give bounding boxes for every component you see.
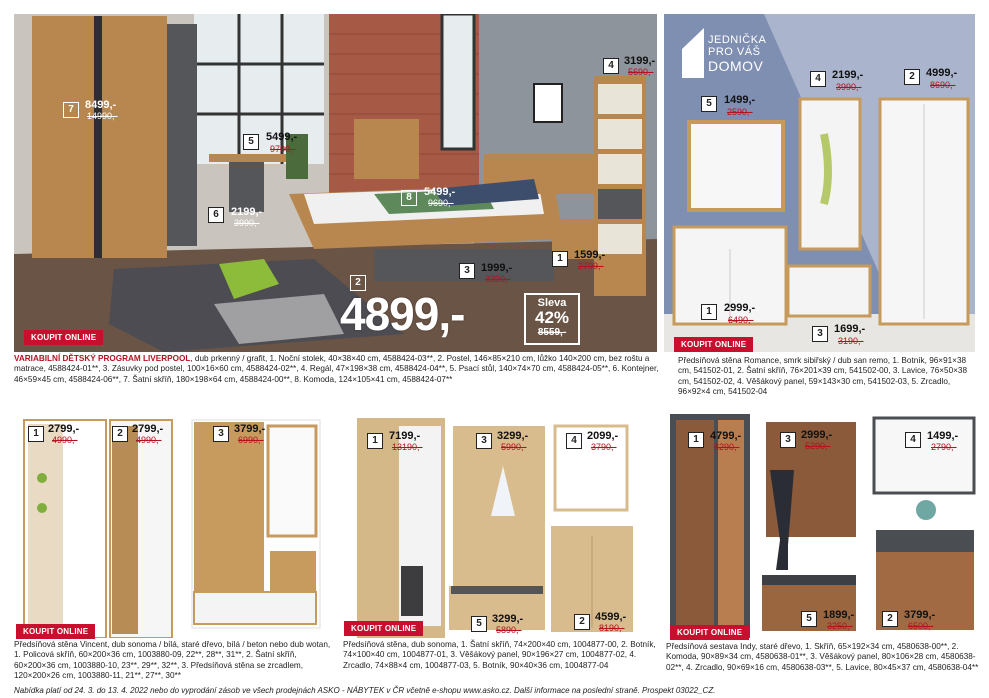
sleva-percent: 42% bbox=[534, 308, 570, 327]
romance-item-4-number: 4 bbox=[810, 71, 826, 87]
vincent-item-3-old-price: 6990,- bbox=[238, 435, 264, 445]
romance-item-1-number: 1 bbox=[701, 304, 717, 320]
indy-buy-online-button[interactable]: KOUPIT ONLINE bbox=[670, 625, 749, 640]
vincent-item-2-price: 2799,- bbox=[132, 423, 164, 435]
stena-caption: Předsíňová stěna, dub sonoma, 1. Šatní skříň, 74×200×40 cm, 1004877-00, 2. Botník, 74×100×40 cm, 1004877-01, 3. Věšákový panel, 90×196×27 cm, 1004877-02, 4. Zrcadlo, 74×88×4 cm, 1004877-03, 5. Botník, 90×40×36 cm, 1004877-04 bbox=[343, 640, 656, 670]
vincent-item-3-number: 3 bbox=[213, 426, 229, 442]
indy-item-5-number: 5 bbox=[801, 611, 817, 627]
stena-item-4-price: 2099,- bbox=[587, 430, 619, 442]
stena-item-4-old-price: 3790,- bbox=[591, 442, 617, 452]
stena-item-5-number: 5 bbox=[471, 616, 487, 632]
romance-item-2-price: 4999,- bbox=[926, 67, 958, 79]
vincent-scene bbox=[14, 416, 329, 638]
stena-item-1-number: 1 bbox=[367, 433, 383, 449]
indy-item-1-price: 4799,- bbox=[710, 430, 742, 442]
romance-buy-online-button[interactable]: KOUPIT ONLINE bbox=[674, 337, 753, 352]
badge-line-2: PRO VÁŠ bbox=[708, 46, 761, 58]
indy-item-5-old-price: 3250,- bbox=[827, 621, 853, 631]
liverpool-item-3-price: 1999,- bbox=[481, 262, 513, 274]
liverpool-item-4-old-price: 5690,- bbox=[628, 67, 654, 77]
liverpool-caption-text: , dub prkenný / grafit, 1. Noční stolek, 40×38×40 cm, 4588424-03**, 2. Postel, 146×85×210 cm, lůžko 140×200 cm, bez roštu a matrace, 4588424-01**, 3. Zásuvky pod postel, 100×16×60 cm, 4588424-02**, 4. Regál, 47×198×38 cm, 4588424-04**, 5. Psací stůl, 140×74×70 cm, 4588424-05**, 6. Kontejner, 46×59×45 cm, 4588424-06**, 7. Šatní skříň, 180×198×64 cm, 4588424-00**, 8. Komoda, 124×105×41 cm, 4588424-07** bbox=[14, 354, 659, 384]
indy-item-3-number: 3 bbox=[780, 432, 796, 448]
vincent-caption: Předsíňová stěna Vincent, dub sonoma / bílá, staré dřevo, bílá / beton nebo dub wotan, 1. Policová skříň, 60×200×36 cm, 1003880-09, 22**, 28**, 31**, 2. Šatní skříň, 60×200×36 cm, 1003880-10, 23**, 29**, 32**, 3. Předsíňová stěna se zrcadlem, 120×200×26 cm, 1003880-11, 21**, 27**, 30** bbox=[14, 640, 331, 681]
liverpool-item-3-old-price: 3390,- bbox=[485, 274, 511, 284]
stena-item-2-price: 4599,- bbox=[595, 611, 627, 623]
stena-item-1-price: 7199,- bbox=[389, 430, 421, 442]
indy-item-3-price: 2999,- bbox=[801, 429, 833, 441]
romance-item-1-old-price: 6490,- bbox=[728, 315, 754, 325]
indy-item-1-old-price: 8290,- bbox=[714, 442, 740, 452]
stena-item-5-old-price: 5890,- bbox=[496, 625, 522, 635]
stena-item-2-number: 2 bbox=[574, 614, 590, 630]
romance-item-1-price: 2999,- bbox=[724, 302, 756, 314]
romance-item-2-old-price: 8690,- bbox=[930, 80, 956, 90]
stena-item-1-old-price: 13190,- bbox=[392, 442, 423, 452]
liverpool-item-1-old-price: 2799,- bbox=[578, 261, 604, 271]
stena-buy-online-button[interactable]: KOUPIT ONLINE bbox=[344, 621, 423, 636]
stena-item-4-number: 4 bbox=[566, 433, 582, 449]
vincent-item-1-old-price: 4990,- bbox=[52, 435, 78, 445]
stena-item-2-old-price: 8190,- bbox=[599, 623, 625, 633]
liverpool-item-5-number: 5 bbox=[243, 134, 259, 150]
liverpool-item-8-number: 8 bbox=[401, 190, 417, 206]
sleva-badge bbox=[524, 293, 580, 345]
liverpool-big-price: 4899,- bbox=[340, 288, 465, 340]
jednicka-badge bbox=[708, 34, 766, 74]
stena-item-3-old-price: 5990,- bbox=[501, 442, 527, 452]
indy-item-2-old-price: 6500,- bbox=[908, 621, 934, 631]
liverpool-caption-title: VARIABILNÍ DĚTSKÝ PROGRAM LIVERPOOL bbox=[14, 354, 191, 363]
romance-item-5-number: 5 bbox=[701, 96, 717, 112]
romance-item-4-price: 2199,- bbox=[832, 69, 864, 81]
romance-item-5-old-price: 2590,- bbox=[727, 107, 753, 117]
liverpool-item-8-old-price: 9690,- bbox=[428, 198, 454, 208]
liverpool-item-7-old-price: 14990,- bbox=[87, 111, 118, 121]
liverpool-item-8-price: 5499,- bbox=[424, 186, 456, 198]
liverpool-item-7-price: 8499,- bbox=[85, 99, 117, 111]
liverpool-item-6-old-price: 3990,- bbox=[234, 218, 260, 228]
indy-item-4-old-price: 2790,- bbox=[931, 442, 957, 452]
vincent-item-2-old-price: 4990,- bbox=[136, 435, 162, 445]
indy-item-4-number: 4 bbox=[905, 432, 921, 448]
liverpool-item-5-price: 5499,- bbox=[266, 131, 298, 143]
footer-disclaimer: Nabídka platí od 24. 3. do 13. 4. 2022 nebo do vyprodání zásob ve všech prodejnách ASKO - NÁBYTEK v ČR včetně e-shopu www.asko.cz. Další informace na poslední straně. Prospekt 03022_CZ. bbox=[14, 686, 716, 695]
liverpool-item-2-number: 2 bbox=[350, 275, 366, 291]
liverpool-item-1-number: 1 bbox=[552, 251, 568, 267]
indy-item-4-price: 1499,- bbox=[927, 430, 959, 442]
liverpool-item-3-number: 3 bbox=[459, 263, 475, 279]
indy-item-1-number: 1 bbox=[688, 432, 704, 448]
indy-item-2-number: 2 bbox=[882, 611, 898, 627]
indy-item-2-price: 3799,- bbox=[904, 609, 936, 621]
romance-item-3-price: 1699,- bbox=[834, 323, 866, 335]
vincent-photo[interactable] bbox=[14, 416, 329, 638]
liverpool-item-5-old-price: 9700,- bbox=[270, 144, 296, 154]
liverpool-item-6-price: 2199,- bbox=[231, 206, 263, 218]
indy-item-3-old-price: 5290,- bbox=[805, 441, 831, 451]
sleva-label: Sleva bbox=[537, 297, 567, 309]
liverpool-buy-online-button[interactable]: KOUPIT ONLINE bbox=[24, 330, 103, 345]
romance-caption: Předsíňová stěna Romance, smrk sibiřský / dub san remo, 1. Botník, 96×91×38 cm, 541502-01, 2. Šatní skříň, 76×201×39 cm, 541502-00, 3. Lavice, 76×50×38 cm, 541502-02, 4. Věšákový panel, 59×143×30 cm, 541502-03, 5. Zrcadlo, 96×92×4 cm, 541502-04 bbox=[678, 356, 968, 397]
liverpool-item-1-price: 1599,- bbox=[574, 249, 606, 261]
liverpool-item-6-number: 6 bbox=[208, 207, 224, 223]
romance-item-4-old-price: 3990,- bbox=[836, 82, 862, 92]
liverpool-item-4-number: 4 bbox=[603, 58, 619, 74]
stena-item-5-price: 3299,- bbox=[492, 613, 524, 625]
indy-item-5-price: 1899,- bbox=[823, 609, 855, 621]
romance-item-2-number: 2 bbox=[904, 69, 920, 85]
romance-item-5-price: 1499,- bbox=[724, 94, 756, 106]
liverpool-caption bbox=[14, 354, 659, 385]
sleva-old-price: 8559,- bbox=[537, 327, 567, 338]
vincent-item-1-number: 1 bbox=[28, 426, 44, 442]
liverpool-item-4-price: 3199,- bbox=[624, 55, 656, 67]
vincent-item-1-price: 2799,- bbox=[48, 423, 80, 435]
vincent-item-2-number: 2 bbox=[112, 426, 128, 442]
vincent-buy-online-button[interactable]: KOUPIT ONLINE bbox=[16, 624, 95, 639]
vincent-item-3-price: 3799,- bbox=[234, 423, 266, 435]
stena-item-3-price: 3299,- bbox=[497, 430, 529, 442]
romance-item-3-old-price: 3190,- bbox=[838, 336, 864, 346]
liverpool-item-7-number: 7 bbox=[63, 102, 79, 118]
stena-item-3-number: 3 bbox=[476, 433, 492, 449]
indy-caption: Předsíňová sestava Indy, staré dřevo, 1. Skříň, 65×192×34 cm, 4580638-00**, 2. Komoda, 90×89×34 cm, 4580638-01**, 3. Věšákový panel, 80×106×28 cm, 4580638-02**, 4. Zrcadlo, 90×69×16 cm, 4580638-03**, 5. Lavice, 80×45×37 cm, 4580638-04** bbox=[666, 642, 979, 672]
romance-item-3-number: 3 bbox=[812, 326, 828, 342]
badge-line-3: DOMOV bbox=[708, 58, 764, 74]
badge-line-1: JEDNIČKA bbox=[708, 34, 767, 46]
